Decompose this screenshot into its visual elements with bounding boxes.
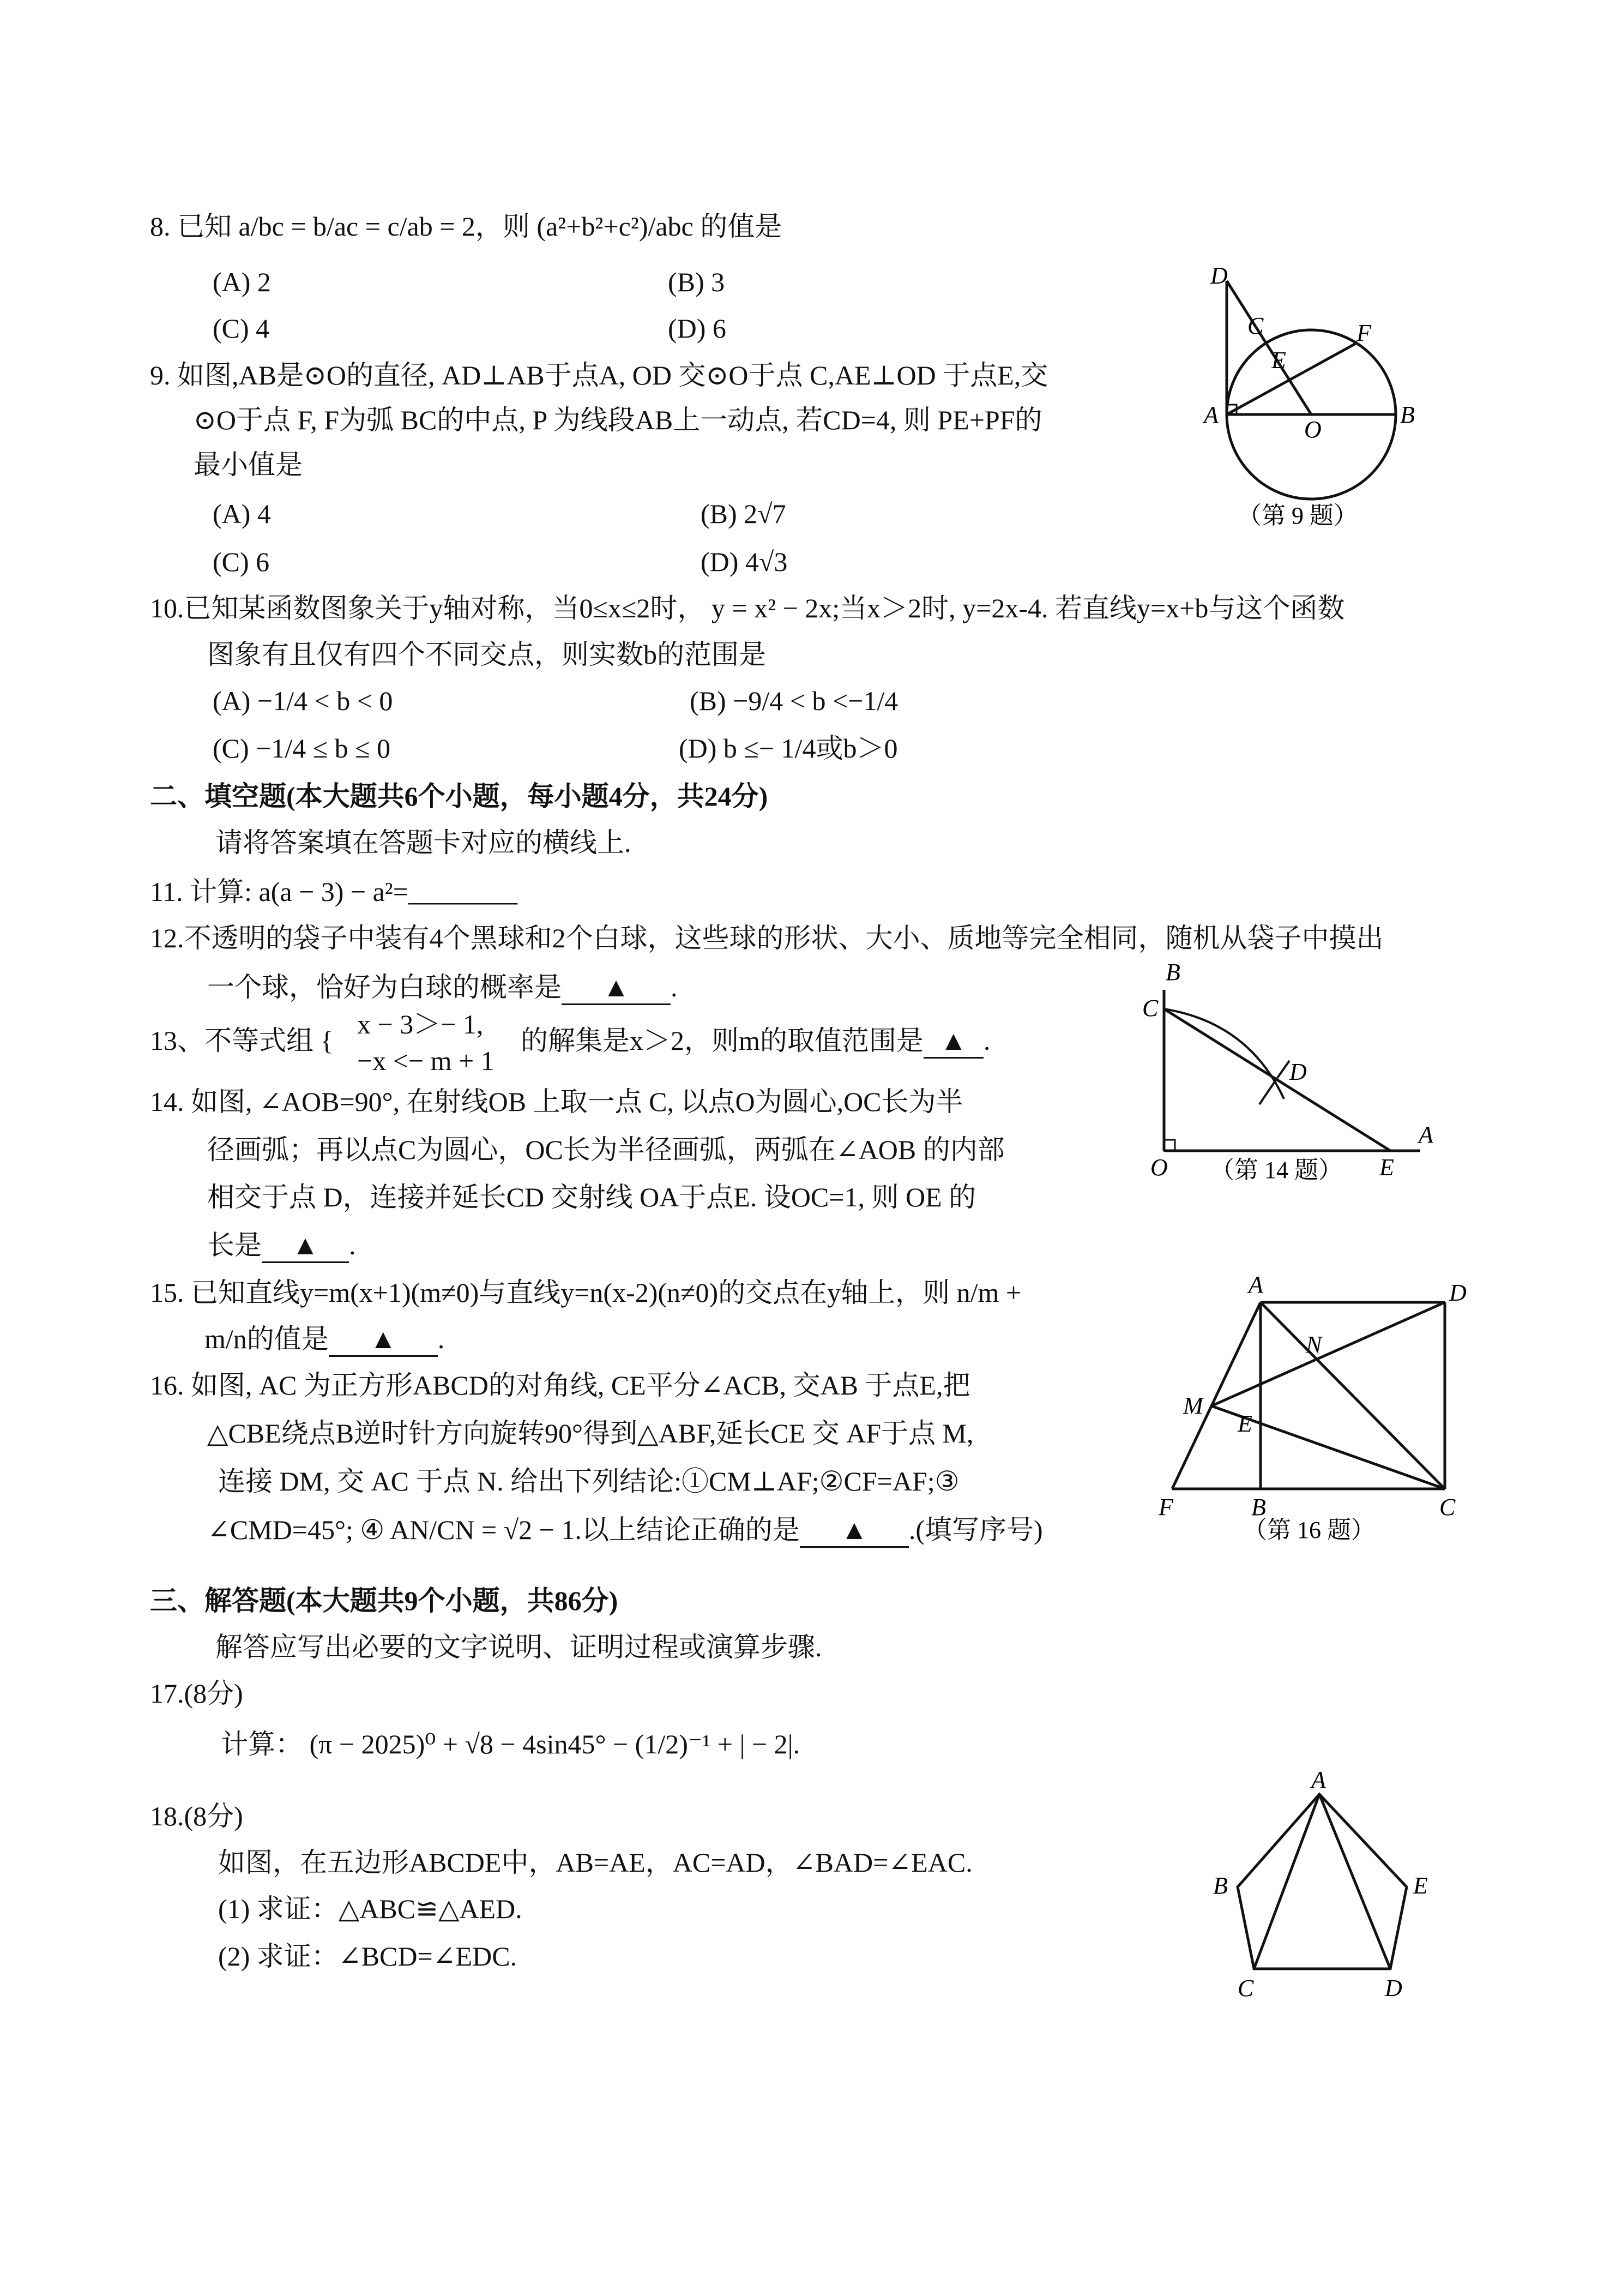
q12-line1: 12.不透明的袋子中装有4个黑球和2个白球，这些球的形状、大小、质地等完全相同，随机从袋子中摸出 [150, 923, 1384, 953]
q16-label-b: B [1251, 1494, 1266, 1520]
q12-end: . [671, 972, 678, 1002]
q9-label-e: E [1271, 347, 1286, 374]
q15-answer-blank[interactable]: ▲ [329, 1323, 438, 1357]
q13-prefix: 13、不等式组 { [150, 1025, 334, 1056]
q8-stem: 8. 已知 a/bc = b/ac = c/ab = 2，则 (a²+b²+c²)/abc 的值是 [150, 211, 782, 242]
q12-line2-text: 一个球，恰好为白球的概率是 [207, 972, 562, 1002]
q18-label-c: C [1238, 1975, 1254, 2002]
q10-option-c: (C) −1/4 ≤ b ≤ 0 [213, 733, 391, 764]
q13-suffix [521, 1024, 990, 1059]
section3-instruction: 解答应写出必要的文字说明、证明过程或演算步骤. [215, 1632, 822, 1662]
q14-answer-blank[interactable]: ▲ [262, 1229, 349, 1263]
q13-end: . [983, 1025, 991, 1056]
q9-line3: 最小值是 [194, 449, 303, 480]
q16-label-f: F [1159, 1494, 1173, 1520]
q9-label-d: D [1210, 262, 1228, 289]
q9-label-f: F [1356, 320, 1371, 346]
q13-row2: −x <− m + 1 [357, 1045, 495, 1076]
q9-figure [1199, 256, 1461, 540]
q15-line2 [204, 1323, 444, 1357]
q16-label-d: D [1449, 1279, 1467, 1306]
q12-answer-blank[interactable]: ▲ [562, 971, 671, 1005]
q16-label-c: C [1439, 1494, 1456, 1520]
section3-title: 三、解答题(本大题共9个小题，共86分) [150, 1585, 618, 1616]
q14-label-b: B [1166, 959, 1180, 985]
q18-figure [1189, 1767, 1472, 2018]
q14-label-e: E [1379, 1154, 1394, 1181]
q9-label-c: C [1247, 312, 1264, 339]
q14-line2: 径画弧；再以点C为圆心，OC长为半径画弧，两弧在∠AOB 的内部 [207, 1134, 1005, 1165]
q18-part1: (1) 求证：△ABC≌△AED. [218, 1894, 522, 1924]
q9-option-a: (A) 4 [213, 498, 271, 529]
q14-line4 [207, 1229, 356, 1263]
q9-line1: 9. 如图,AB是⊙O的直径, AD⊥AB于点A, OD 交⊙O于点 C,AE⊥OD 于点E,交 [150, 360, 1048, 390]
q14-label-o: O [1150, 1154, 1168, 1181]
q13-row1: x − 3＞− 1, [357, 1009, 484, 1039]
q14-line4-text: 长是 [207, 1230, 262, 1260]
q15-end: . [437, 1324, 445, 1354]
q16-label-m: M [1183, 1392, 1203, 1419]
q9-label-o: O [1304, 416, 1322, 443]
q14-line3: 相交于点 D，连接并延长CD 交射线 OA于点E. 设OC=1, 则 OE 的 [207, 1182, 976, 1212]
q10-option-b: (B) −9/4 < b <−1/4 [690, 686, 899, 716]
q18-part2: (2) 求证：∠BCD=∠EDC. [218, 1941, 517, 1972]
q8-option-d: (D) 6 [668, 313, 726, 344]
q11-text: 11. 计算: a(a − 3) − a²=________ [150, 876, 517, 907]
q9-option-d: (D) 4√3 [701, 546, 788, 577]
q15-line1: 15. 已知直线y=m(x+1)(m≠0)与直线y=n(x-2)(n≠0)的交点在y轴上，则 n/m + [150, 1277, 1022, 1308]
q17-header: 17.(8分) [150, 1678, 243, 1709]
q9-option-c: (C) 6 [213, 546, 270, 577]
q14-line1: 14. 如图, ∠AOB=90°, 在射线OB 上取一点 C, 以点O为圆心,OC长为半 [150, 1086, 963, 1117]
q10-option-a: (A) −1/4 < b < 0 [213, 686, 393, 716]
q8-option-b: (B) 3 [668, 267, 725, 297]
q12-line2 [207, 971, 678, 1005]
q15-line2-text: m/n的值是 [204, 1324, 329, 1354]
q16-line4-text: ∠CMD=45°; ④ AN/CN = √2 − 1.以上结论正确的是 [207, 1514, 800, 1545]
q9-option-b: (B) 2√7 [701, 498, 786, 529]
q16-end: .(填写序号) [908, 1514, 1043, 1545]
q9-label-a: A [1204, 401, 1219, 428]
q14-figure [1139, 957, 1445, 1241]
q16-label-a: A [1249, 1271, 1263, 1298]
q8-option-a: (A) 2 [213, 267, 271, 297]
q16-line4 [207, 1513, 1043, 1548]
q18-header: 18.(8分) [150, 1801, 243, 1831]
q16-label-n: N [1306, 1331, 1322, 1358]
q16-label-e: E [1238, 1410, 1252, 1437]
q16-line2: △CBE绕点B逆时针方向旋转90°得到△ABF,延长CE 交 AF于点 M, [207, 1418, 974, 1448]
q18-line1: 如图，在五边形ABCDE中，AB=AE，AC=AD，∠BAD=∠EAC. [218, 1847, 973, 1878]
q14-label-d: D [1289, 1059, 1307, 1085]
q16-line1: 16. 如图, AC 为正方形ABCD的对角线, CE平分∠ACB, 交AB 于点E,把 [150, 1370, 970, 1401]
q17-text: 计算： (π − 2025)⁰ + √8 − 4sin45° − (1/2)⁻¹ + | − 2|. [221, 1729, 800, 1759]
q9-caption: （第 9 题） [1238, 502, 1358, 529]
q18-label-a: A [1311, 1767, 1326, 1793]
q18-label-d: D [1385, 1975, 1402, 2002]
q13-answer-blank[interactable]: ▲ [924, 1024, 984, 1059]
section2-instruction: 请将答案填在答题卡对应的横线上. [215, 827, 631, 858]
q14-label-a: A [1419, 1121, 1433, 1148]
q14-caption: （第 14 题） [1210, 1157, 1342, 1183]
section2-title: 二、填空题(本大题共6个小题，每小题4分，共24分) [150, 781, 768, 812]
q18-label-b: B [1213, 1872, 1228, 1899]
q14-label-c: C [1142, 995, 1159, 1021]
q16-line3: 连接 DM, 交 AC 于点 N. 给出下列结论:①CM⊥AF;②CF=AF;③ [218, 1466, 960, 1496]
q10-line1: 10.已知某函数图象关于y轴对称，当0≤x≤2时， y = x² − 2x;当x＞2时, y=2x-4. 若直线y=x+b与这个函数 [150, 593, 1345, 623]
q16-caption: （第 16 题） [1243, 1517, 1375, 1543]
q9-line2: ⊙O于点 F, F为弧 BC的中点, P 为线段AB上一动点, 若CD=4, 则 PE+PF的 [194, 405, 1042, 435]
q18-label-e: E [1413, 1872, 1428, 1899]
q10-line2: 图象有且仅有四个不同交点，则实数b的范围是 [207, 639, 766, 670]
q8-option-c: (C) 4 [213, 313, 270, 344]
q16-figure [1139, 1271, 1488, 1549]
q16-answer-blank[interactable]: ▲ [800, 1513, 909, 1548]
q14-end: . [349, 1230, 356, 1260]
q9-label-b: B [1400, 401, 1415, 428]
q10-option-d: (D) b ≤− 1/4或b＞0 [679, 733, 898, 764]
q13-suffix-text: 的解集是x＞2，则m的取值范围是 [521, 1025, 924, 1056]
